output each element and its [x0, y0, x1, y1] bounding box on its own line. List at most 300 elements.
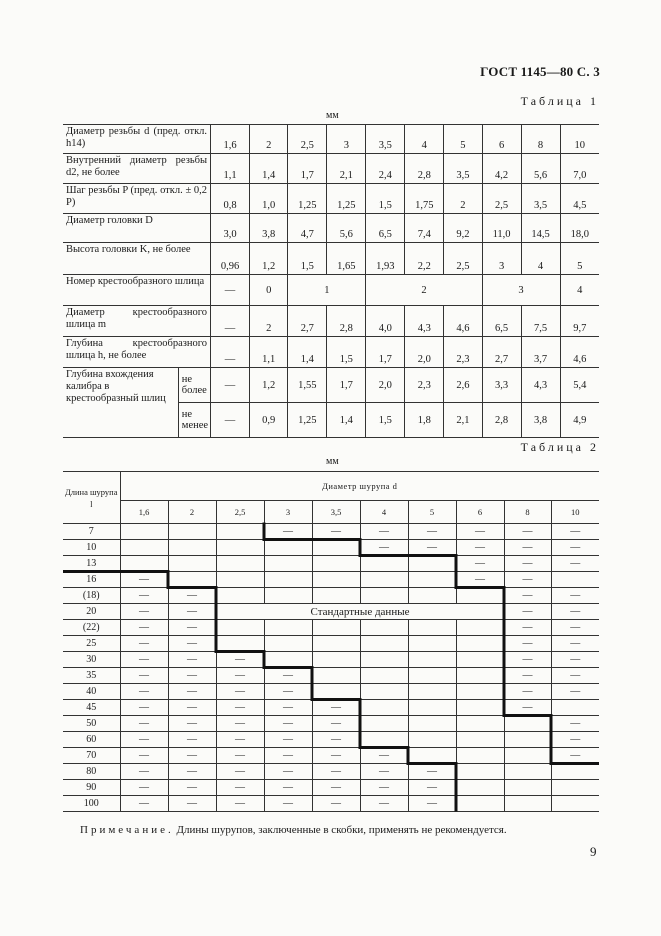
table1-row-label: Глубина крестообразного шлица h, не более: [63, 337, 211, 368]
table1-cell: 2,7: [288, 306, 327, 337]
table2-cell: [120, 540, 168, 556]
table1-row: [63, 243, 599, 275]
table1-cell: 2,3: [405, 368, 444, 403]
table1-cell: 7,0: [560, 154, 599, 184]
diameter-column-header: 6: [456, 501, 504, 524]
table2-cell: [456, 668, 504, 684]
table2-cell: [456, 636, 504, 652]
table2-cell: —: [551, 732, 599, 748]
table1-cell: 7,4: [405, 214, 444, 243]
diameter-column-header: 8: [504, 501, 551, 524]
table2-cell: —: [456, 524, 504, 540]
page-number: 9: [590, 844, 597, 859]
table2-cell: —: [120, 700, 168, 716]
table1-row: [63, 125, 599, 154]
table2-cell: —: [504, 700, 551, 716]
table1-unit: мм: [326, 110, 339, 121]
table2-cell: —: [408, 540, 456, 556]
table1-cell: 2,6: [444, 368, 482, 403]
table1: [63, 124, 599, 438]
table1-cell: 2,8: [482, 403, 521, 438]
document-header: ГОСТ 1145—80 С. 3: [480, 64, 600, 79]
table2-cell: —: [120, 652, 168, 668]
table1-row-label: Номер крестообразного шлица: [63, 275, 211, 306]
table2-cell: [551, 780, 599, 796]
table2-cell: [168, 572, 216, 588]
table2-cell: —: [216, 780, 264, 796]
table2-cell: [408, 588, 456, 604]
table1-row: [63, 184, 599, 214]
table2-cell: [504, 764, 551, 780]
table2-cell: [360, 668, 408, 684]
table2-cell: —: [120, 684, 168, 700]
table2-cell: [456, 716, 504, 732]
table1-cell: —: [211, 403, 250, 438]
table2-cell: [216, 540, 264, 556]
footnote-text: Длины шурупов, заключенные в скобки, применять не рекомендуется.: [176, 824, 507, 836]
table2-cell: —: [216, 700, 264, 716]
table1-cell: —: [211, 306, 250, 337]
table2-cell: —: [312, 748, 360, 764]
table2-cell: —: [504, 540, 551, 556]
table1-cell: 4,7: [288, 214, 327, 243]
table1-cell: 1,2: [250, 243, 288, 275]
table1-cell: 2,5: [288, 125, 327, 154]
table1-cell: 3,7: [521, 337, 560, 368]
table2-cell: —: [360, 540, 408, 556]
table2-cell: [360, 716, 408, 732]
length-row: [63, 652, 599, 668]
table2-cell: [408, 652, 456, 668]
table2-cell: [456, 748, 504, 764]
table1-cell: 1,1: [211, 154, 250, 184]
table1-cell: 1,25: [288, 184, 327, 214]
table2-cell: —: [551, 748, 599, 764]
table1-cell: 4: [560, 275, 599, 306]
table2-cell: —: [504, 668, 551, 684]
table2-cell: —: [168, 796, 216, 812]
table2-cell: [504, 796, 551, 812]
table2-cell: —: [264, 780, 312, 796]
diameter-column-header: 3: [264, 501, 312, 524]
table2-cell: [264, 620, 312, 636]
table2-cell: —: [264, 668, 312, 684]
table1-cell: 1,4: [288, 337, 327, 368]
table2-cell: —: [360, 764, 408, 780]
table2-cell: [264, 652, 312, 668]
table1-cell: 3,0: [211, 214, 250, 243]
table2-cell: —: [216, 764, 264, 780]
table2-cell: —: [264, 764, 312, 780]
table1-cell: 3,5: [521, 184, 560, 214]
table2-cell: —: [216, 748, 264, 764]
table2-cell: —: [312, 732, 360, 748]
table2-cell: —: [551, 652, 599, 668]
table2: [63, 471, 599, 812]
table2-cell: —: [216, 732, 264, 748]
table1-cell: 1,93: [366, 243, 405, 275]
table2-cell: [456, 700, 504, 716]
footnote-prefix: Примечание.: [80, 824, 174, 836]
length-row: [63, 684, 599, 700]
length-row: [63, 764, 599, 780]
table2-cell: [456, 588, 504, 604]
table1-cell: 3,8: [250, 214, 288, 243]
table2-cell: —: [551, 716, 599, 732]
table2-cell: —: [168, 716, 216, 732]
table2-cell: [264, 572, 312, 588]
table1-row: [63, 306, 599, 337]
table1-cell: 3: [327, 125, 366, 154]
table2-cell: —: [120, 716, 168, 732]
table2-cell: [312, 636, 360, 652]
length-row: [63, 524, 599, 540]
length-row: [63, 748, 599, 764]
table2-cell: [216, 636, 264, 652]
table2-cell: —: [551, 668, 599, 684]
table1-cell: —: [211, 275, 250, 306]
table1-cell: 3,5: [444, 154, 482, 184]
table2-cell: —: [504, 572, 551, 588]
table1-cell: 3,8: [521, 403, 560, 438]
table1-cell: 9,2: [444, 214, 482, 243]
diameter-column-header: 2: [168, 501, 216, 524]
table1-cell: 1,7: [288, 154, 327, 184]
table1-cell: 0: [250, 275, 288, 306]
table1-cell: 1,25: [327, 184, 366, 214]
length-cell: 70: [63, 748, 120, 764]
table1-cell: 7,5: [521, 306, 560, 337]
table2-cell: —: [312, 716, 360, 732]
table1-subrow-label: не более: [178, 368, 210, 403]
table2-cell: —: [120, 636, 168, 652]
table2-cell: [456, 764, 504, 780]
table2-cell: [408, 636, 456, 652]
table2-cell: [456, 732, 504, 748]
table2-cell: —: [168, 668, 216, 684]
length-cell: 7: [63, 524, 120, 540]
table1-row-label: Высота головки K, не более: [63, 243, 211, 275]
table2-cell: [551, 764, 599, 780]
table2-cell: —: [168, 604, 216, 620]
table2-cell: [408, 684, 456, 700]
table1-cell: 2,8: [405, 154, 444, 184]
length-row: [63, 636, 599, 652]
table1-cell: 10: [560, 125, 599, 154]
table2-cell: —: [168, 764, 216, 780]
table2-cell: —: [168, 780, 216, 796]
table1-cell: 1,4: [250, 154, 288, 184]
table1-row-label: Диаметр головки D: [63, 214, 211, 243]
table2-cell: —: [551, 556, 599, 572]
length-row: [63, 732, 599, 748]
table2-caption: Таблица 2: [520, 440, 599, 454]
table2-cell: —: [360, 796, 408, 812]
length-row: [63, 716, 599, 732]
table1-cell: 1,5: [366, 403, 405, 438]
table2-cell: [408, 556, 456, 572]
table1-cell: 2,8: [327, 306, 366, 337]
table1-cell: 4,9: [560, 403, 599, 438]
diameter-column-header: 1,6: [120, 501, 168, 524]
table2-cell: [168, 540, 216, 556]
length-column-header: Длина шурупа l: [63, 472, 120, 524]
table2-cell: [551, 796, 599, 812]
table1-cell: 4,0: [366, 306, 405, 337]
table1-cell: 1,7: [327, 368, 366, 403]
table1-cell: 4,3: [405, 306, 444, 337]
length-cell: 45: [63, 700, 120, 716]
length-row: [63, 572, 599, 588]
table1-cell: 5,6: [327, 214, 366, 243]
table1-row-label: Внутренний диаметр резьбы d2, не более: [63, 154, 211, 184]
table2-cell: [360, 700, 408, 716]
table1-cell: 4: [521, 243, 560, 275]
table2-cell: [168, 556, 216, 572]
table2-cell: —: [504, 620, 551, 636]
length-cell: 25: [63, 636, 120, 652]
table2-cell: [312, 588, 360, 604]
table2-cell: —: [456, 556, 504, 572]
table2-cell: —: [216, 652, 264, 668]
table1-cell: 2,3: [444, 337, 482, 368]
table1-cell: 5: [444, 125, 482, 154]
table1-cell: 3,3: [482, 368, 521, 403]
table2-cell: —: [264, 684, 312, 700]
table1-cell: 2,2: [405, 243, 444, 275]
table1-cell: 1,8: [405, 403, 444, 438]
table2-cell: —: [312, 780, 360, 796]
table2-cell: [312, 540, 360, 556]
table1-cell: 1,5: [327, 337, 366, 368]
table2-cell: —: [120, 796, 168, 812]
table2-cell: —: [551, 636, 599, 652]
length-row: [63, 668, 599, 684]
table2-cell: [360, 620, 408, 636]
table2-cell: —: [168, 700, 216, 716]
table2-cell: [264, 636, 312, 652]
table1-cell: 14,5: [521, 214, 560, 243]
diameter-header: Диаметр шурупа d: [120, 472, 599, 501]
table1-row: [63, 368, 599, 403]
table2-cell: —: [456, 540, 504, 556]
table2-cell: —: [504, 652, 551, 668]
table1-cell: 1,4: [327, 403, 366, 438]
table2-cell: [504, 748, 551, 764]
table2-cell: —: [312, 796, 360, 812]
table2-cell: [456, 620, 504, 636]
table2-cell: —: [264, 700, 312, 716]
table1-cell: 5: [560, 243, 599, 275]
table2-cell: —: [120, 748, 168, 764]
table2-cell: [360, 684, 408, 700]
length-row: [63, 556, 599, 572]
table2-cell: [360, 588, 408, 604]
table1-row-label: Шаг резьбы P (пред. откл. ± 0,2 P): [63, 184, 211, 214]
table2-cell: [264, 540, 312, 556]
table2-cell: —: [264, 716, 312, 732]
footnote: [80, 824, 507, 836]
table2-cell: —: [360, 524, 408, 540]
table2-cell: [551, 700, 599, 716]
table2-cell: —: [408, 524, 456, 540]
length-cell: (18): [63, 588, 120, 604]
table2-cell: —: [551, 588, 599, 604]
table1-cell: 2: [250, 125, 288, 154]
table2-cell: —: [504, 636, 551, 652]
table2-cell: —: [120, 668, 168, 684]
table2-cell: [456, 652, 504, 668]
table1-cell: 2,1: [444, 403, 482, 438]
table2-cell: —: [120, 588, 168, 604]
table2-cell: [120, 556, 168, 572]
table1-cell: 5,4: [560, 368, 599, 403]
table1-row: [63, 214, 599, 243]
table2-cell: [168, 524, 216, 540]
table2-cell: [312, 620, 360, 636]
table2-cell: —: [264, 748, 312, 764]
table2-cell: —: [264, 796, 312, 812]
table1-cell: 4,3: [521, 368, 560, 403]
table2-cell: [360, 636, 408, 652]
table2-cell: [408, 700, 456, 716]
table2-cell: —: [168, 652, 216, 668]
length-row: [63, 620, 599, 636]
table1-cell: 2,0: [405, 337, 444, 368]
table1-cell: 2,5: [444, 243, 482, 275]
table2-cell: —: [312, 524, 360, 540]
table1-cell: 1,7: [366, 337, 405, 368]
length-cell: 60: [63, 732, 120, 748]
length-cell: 20: [63, 604, 120, 620]
table2-cell: [408, 572, 456, 588]
table1-row: [63, 154, 599, 184]
diameter-column-header: 2,5: [216, 501, 264, 524]
table2-cell: [312, 684, 360, 700]
table1-cell: 3: [482, 243, 521, 275]
table1-cell: 3: [482, 275, 560, 306]
table2-cell: [504, 716, 551, 732]
table2-cell: [312, 652, 360, 668]
table1-cell: 1,5: [288, 243, 327, 275]
table2-cell: [456, 780, 504, 796]
table2-cell: —: [551, 524, 599, 540]
table2-cell: [264, 588, 312, 604]
table1-cell: 1,65: [327, 243, 366, 275]
diameter-column-header: 3,5: [312, 501, 360, 524]
table2-cell: [312, 668, 360, 684]
table2-cell: —: [264, 524, 312, 540]
table1-cell: 2: [444, 184, 482, 214]
length-cell: 80: [63, 764, 120, 780]
table2-cell: —: [216, 668, 264, 684]
table2-cell: —: [360, 780, 408, 796]
table1-cell: 2,5: [482, 184, 521, 214]
table2-cell: —: [120, 780, 168, 796]
length-cell: 50: [63, 716, 120, 732]
length-cell: 16: [63, 572, 120, 588]
table1-cell: 1,5: [366, 184, 405, 214]
table2-cell: —: [551, 620, 599, 636]
table2-cell: [360, 556, 408, 572]
table2-cell: —: [312, 700, 360, 716]
length-cell: 30: [63, 652, 120, 668]
table2-cell: [504, 732, 551, 748]
table2-cell: [456, 796, 504, 812]
table2-cell: —: [120, 604, 168, 620]
table1-row-label: Диаметр резьбы d (пред. откл. h14): [63, 125, 211, 154]
table2-cell: [216, 524, 264, 540]
table1-cell: 3,5: [366, 125, 405, 154]
table2-cell: —: [408, 796, 456, 812]
length-cell: (22): [63, 620, 120, 636]
diameter-column-header: 10: [551, 501, 599, 524]
diameter-column-header: 4: [360, 501, 408, 524]
table2-cell: [408, 748, 456, 764]
table1-cell: —: [211, 368, 250, 403]
table1-row: [63, 337, 599, 368]
table2-cell: [312, 572, 360, 588]
table1-cell: 2,1: [327, 154, 366, 184]
length-cell: 40: [63, 684, 120, 700]
table1-cell: 1: [288, 275, 366, 306]
table2-cell: [408, 716, 456, 732]
table1-cell: 4,6: [444, 306, 482, 337]
table1-cell: 4,2: [482, 154, 521, 184]
table2-cell: —: [120, 572, 168, 588]
table2-cell: [408, 732, 456, 748]
table2-cell: [360, 572, 408, 588]
table1-cell: 6,5: [366, 214, 405, 243]
table2-cell: —: [120, 732, 168, 748]
table2-cell: —: [312, 764, 360, 780]
table1-cell: 1,2: [250, 368, 288, 403]
table1-row-label: Диаметр крестообразного шлица m: [63, 306, 211, 337]
table2-cell: [216, 588, 264, 604]
table1-cell: 1,75: [405, 184, 444, 214]
table2-cell: —: [408, 780, 456, 796]
table2-cell: —: [168, 588, 216, 604]
diameter-column-header: 5: [408, 501, 456, 524]
table1-cell: 0,96: [211, 243, 250, 275]
table2-cell: —: [168, 636, 216, 652]
length-cell: 90: [63, 780, 120, 796]
table1-cell: 0,8: [211, 184, 250, 214]
table1-cell: 9,7: [560, 306, 599, 337]
table2-cell: —: [120, 620, 168, 636]
table2-cell: [360, 732, 408, 748]
table1-cell: 2,4: [366, 154, 405, 184]
table1-row: [63, 275, 599, 306]
length-cell: 35: [63, 668, 120, 684]
length-cell: 100: [63, 796, 120, 812]
table1-cell: 4,5: [560, 184, 599, 214]
table2-cell: —: [504, 556, 551, 572]
length-row: [63, 588, 599, 604]
table1-cell: —: [211, 337, 250, 368]
length-cell: 10: [63, 540, 120, 556]
table2-cell: [312, 556, 360, 572]
table2-cell: —: [360, 748, 408, 764]
table2-cell: —: [216, 796, 264, 812]
table1-cell: 4: [405, 125, 444, 154]
standard-data-label: Стандартные данные: [216, 604, 504, 620]
table1-cell: 5,6: [521, 154, 560, 184]
table2-cell: —: [551, 604, 599, 620]
table2-cell: —: [264, 732, 312, 748]
table2-cell: [408, 620, 456, 636]
table1-subrow-label: не менее: [178, 403, 210, 438]
